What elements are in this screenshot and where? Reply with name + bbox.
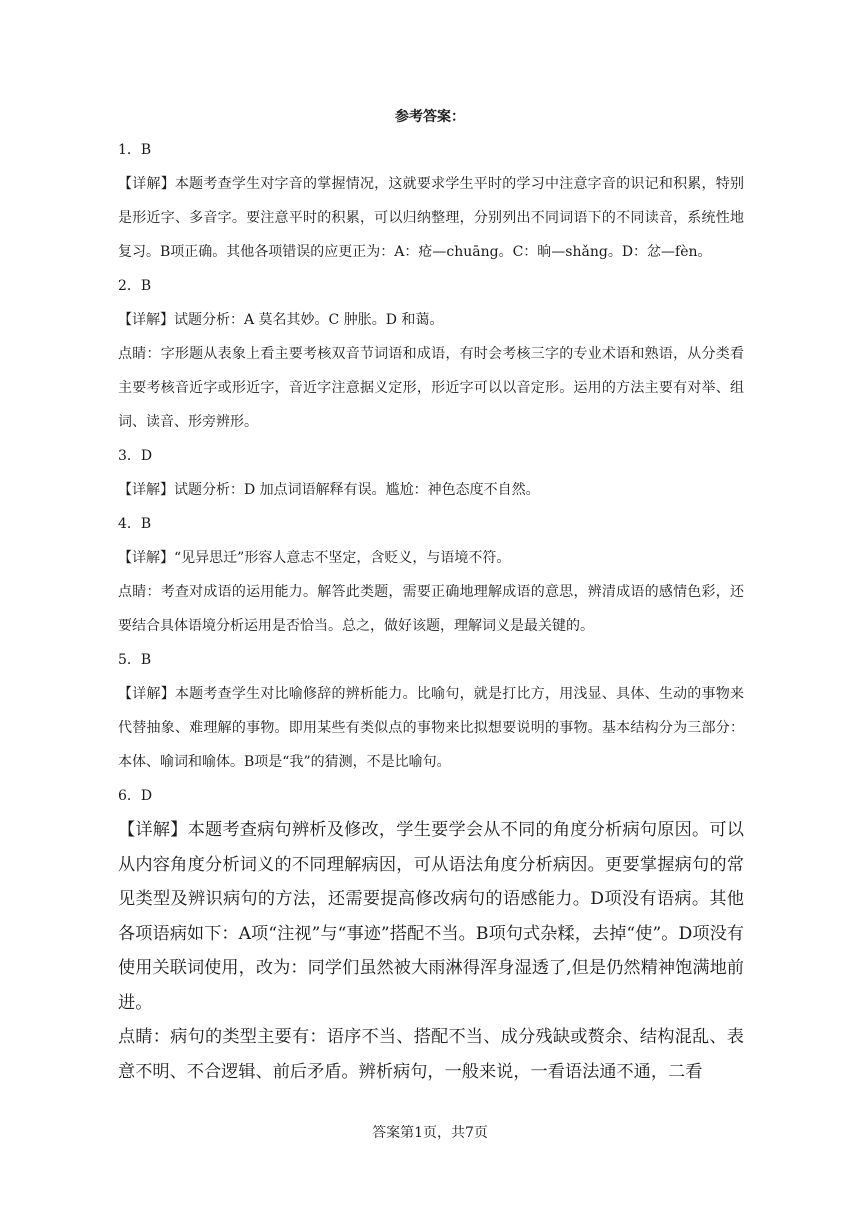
answer-6-number: 6．D <box>118 788 153 804</box>
answer-3-number: 3．D <box>118 448 153 464</box>
answer-5-number: 5．B <box>118 652 152 668</box>
answer-2-note: 点睛：字形题从表象上看主要考核双音节词语和成语，有时会考核三字的专业术语和熟语，从分类看主要考核音近字或形近字，音近字注意据义定形，形近字可以以音定形。运用的方法主要有对举、组词、读音、形旁辨形。 <box>118 346 744 430</box>
page-footer: 答案第1页，共7页 <box>372 1125 488 1141</box>
answer-6-explanation: 【详解】本题考查病句辨析及修改，学生要学会从不同的角度分析病句原因。可以从内容角度分析词义的不同理解病因，可从语法角度分析病因。更要掌握病句的常见类型及辨识病句的方法，还需要提高修改病句的语感能力。D项没有语病。其他各项语病如下：A项“注视”与“事迹”搭配不当。B项句式杂糅，去掉“使”。D项没有使用关联词使用，改为：同学们虽然被大雨淋得浑身湿透了,但是仍然精神饱满地前进。 <box>118 820 744 1013</box>
answer-4-explanation: 【详解】“见异思迁”形容人意志不坚定，含贬义，与语境不符。 <box>118 550 511 566</box>
answer-3-explanation: 【详解】试题分析：D 加点词语解释有误。尴尬：神色态度不自然。 <box>118 482 540 498</box>
page-title: 参考答案： <box>395 109 465 125</box>
answer-6-note: 点睛：病句的类型主要有：语序不当、搭配不当、成分残缺或赘余、结构混乱、表意不明、不合逻辑、前后矛盾。辨析病句，一般来说，一看语法通不通，二看 <box>118 1027 744 1082</box>
answer-content <box>118 133 744 1089</box>
answer-4-number: 4．B <box>118 516 152 532</box>
answer-6-body <box>118 813 744 1089</box>
answer-1-explanation: 【详解】本题考查学生对字音的掌握情况，这就要求学生平时的学习中注意字音的识记和积累，特别是形近字、多音字。要注意平时的积累，可以归纳整理，分别列出不同词语下的不同读音，系统性地复习。B项正确。其他各项错误的应更正为：A：疮—chuāng。C：晌—shǎng。D：忿—fèn。 <box>118 176 744 260</box>
answer-2-number: 2．B <box>118 278 152 294</box>
answer-5-explanation: 【详解】本题考查学生对比喻修辞的辨析能力。比喻句，就是打比方，用浅显、具体、生动的事物来代替抽象、难理解的事物。即用某些有类似点的事物来比拟想要说明的事物。基本结构分为三部分：本体、喻词和喻体。B项是“我”的猜测，不是比喻句。 <box>118 686 744 770</box>
answer-2-explanation: 【详解】试题分析：A 莫名其妙。C 肿胀。D 和蔼。 <box>118 312 444 328</box>
answer-1-number: 1．B <box>118 142 152 158</box>
answer-4-note: 点睛：考查对成语的运用能力。解答此类题，需要正确地理解成语的意思，辨清成语的感情色彩，还要结合具体语境分析运用是否恰当。总之，做好该题，理解词义是最关键的。 <box>118 584 744 634</box>
